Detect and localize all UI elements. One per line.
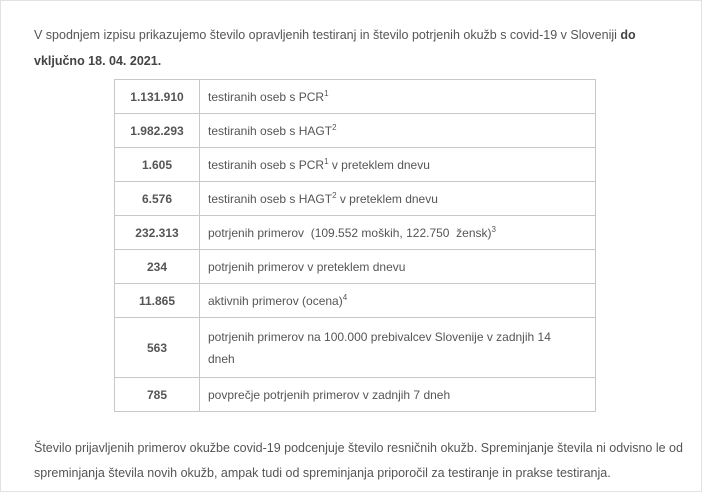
table-row	[115, 318, 596, 378]
stat-value: 232.313	[115, 216, 200, 250]
stat-label-text: potrjenih primerov v preteklem dnevu	[208, 259, 406, 274]
stat-value: 563	[115, 318, 200, 378]
stat-label-text: potrjenih primerov na 100.000 prebivalcev Slovenije v zadnjih 14 dneh	[208, 329, 551, 366]
stat-label-text: povprečje potrjenih primerov v zadnjih 7 dneh	[208, 387, 451, 402]
stat-label	[200, 284, 596, 318]
stat-label	[200, 148, 596, 182]
footnote-ref: 1	[324, 88, 329, 98]
intro-text: V spodnjem izpisu prikazujemo število opravljenih testiranj in število potrjenih okužb s covid-19 v Sloveniji	[34, 28, 621, 42]
stat-label-text: testiranih oseb s PCR	[208, 89, 325, 104]
stat-label-suffix: v preteklem dnevu	[328, 157, 430, 172]
table-row	[115, 182, 596, 216]
stats-table	[114, 79, 596, 412]
footnote-ref: 1	[324, 156, 329, 166]
intro-date: do vključno 18. 04. 2021.	[34, 28, 636, 68]
stat-label-suffix: v preteklem dnevu	[336, 191, 438, 206]
stat-value: 11.865	[115, 284, 200, 318]
stat-label	[200, 318, 596, 378]
stat-label	[200, 378, 596, 412]
footer-paragraph: Število prijavljenih primerov okužbe covid-19 podcenjuje število resničnih okužb. Spreminjanje števila ni odvisno le od spreminjanja števila novih okužb, ampak tudi od spreminjanja priporočil za testiranje in prakse testiranja.	[34, 441, 683, 480]
stat-label-text: testiranih oseb s HAGT	[208, 191, 333, 206]
table-row	[115, 284, 596, 318]
table-row	[115, 250, 596, 284]
stat-value: 1.982.293	[115, 114, 200, 148]
stat-value: 6.576	[115, 182, 200, 216]
table-row	[115, 148, 596, 182]
stat-label	[200, 250, 596, 284]
table-row	[115, 378, 596, 412]
footnote-ref: 4	[342, 292, 348, 302]
stat-value: 1.131.910	[115, 80, 200, 114]
table-row	[115, 216, 596, 250]
intro-paragraph	[34, 22, 684, 74]
footnote-ref: 3	[491, 224, 496, 234]
stat-value: 1.605	[115, 148, 200, 182]
stat-value: 234	[115, 250, 200, 284]
stat-label	[200, 216, 596, 250]
stat-label-text: testiranih oseb s HAGT	[208, 123, 333, 138]
stat-label	[200, 114, 596, 148]
stat-label	[200, 80, 596, 114]
stat-value: 785	[115, 378, 200, 412]
footnote-ref: 2	[332, 190, 337, 200]
stat-label-text: testiranih oseb s PCR	[208, 157, 325, 172]
stat-label-text: potrjenih primerov (109.552 moških, 122.750 žensk)	[208, 225, 492, 240]
footnote-ref: 2	[332, 122, 337, 132]
stat-label-text: aktivnih primerov (ocena)	[208, 293, 343, 308]
table-row	[115, 114, 596, 148]
stat-label	[200, 182, 596, 216]
table-row	[115, 80, 596, 114]
